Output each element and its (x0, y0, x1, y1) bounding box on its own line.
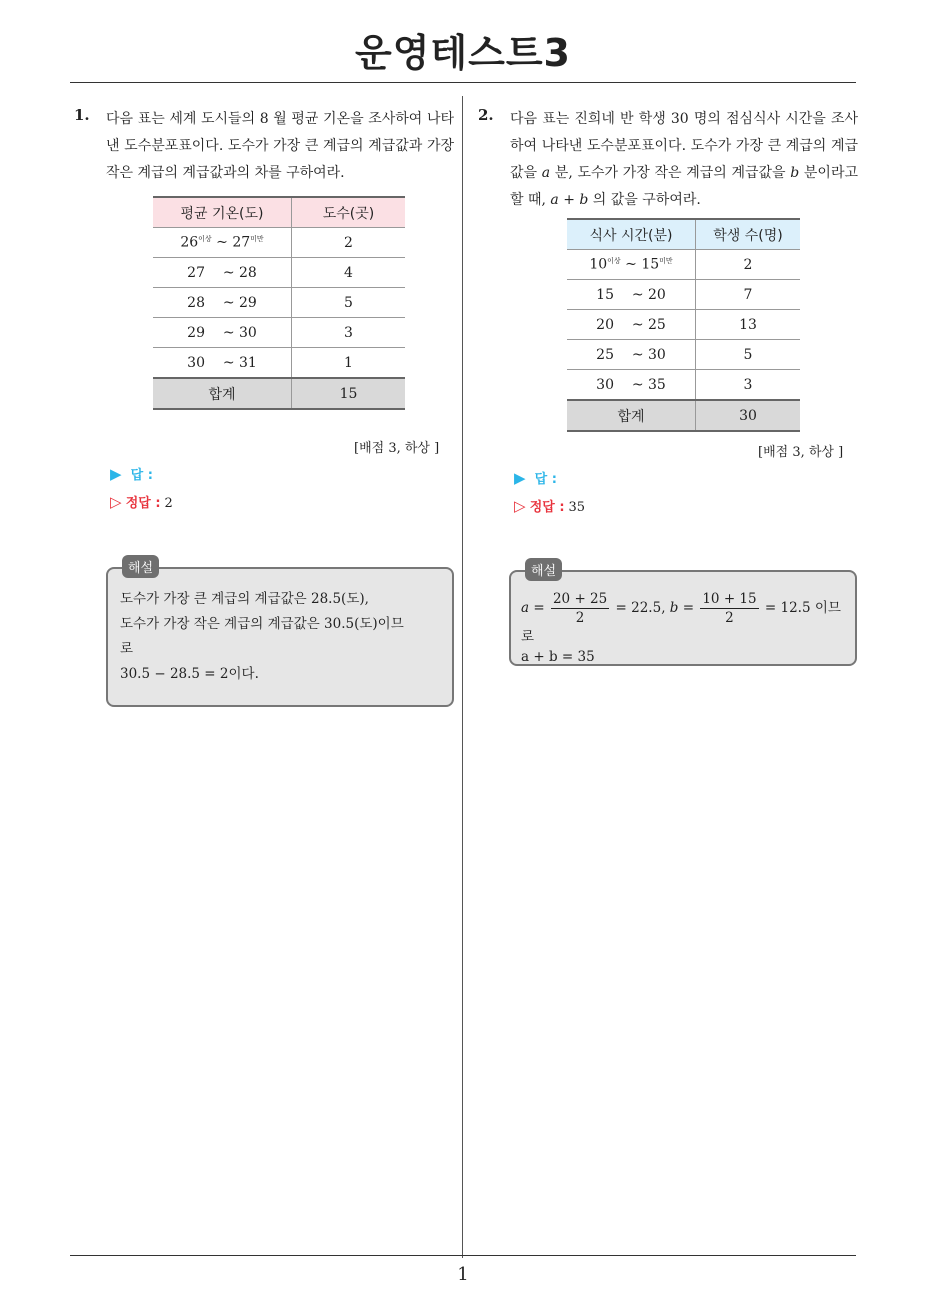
play-icon: ▶ (110, 465, 122, 483)
table-row: $26^{이상}$ ~ $27^{미만}$ 2 (153, 228, 405, 258)
triangle-outline-icon: ▷ (110, 493, 122, 511)
table-row: $10^{이상}$ ~ $15^{미만}$ 2 (567, 250, 800, 280)
explanation-equation: a = $\frac{20 + 25}{2}$ = 22.5, b = $\frac{10 + 15}{2}$ = 12.5 이므로 (521, 591, 841, 645)
page-number: 1 (457, 1264, 469, 1285)
frequency-table-2 (567, 218, 800, 432)
table-row: 29 ~ 30 3 (153, 318, 405, 348)
question-2 (478, 106, 858, 214)
play-icon: ▶ (514, 469, 526, 487)
table-header: 평균 기온(도) (153, 197, 292, 228)
explanation-line: 도수가 가장 작은 계급의 계급값은 30.5(도)이므 (120, 616, 404, 632)
explanation-line: 로 (120, 641, 134, 657)
correct-answer: ▷ 정답 : 35 (514, 497, 586, 515)
table-row: 28 ~ 29 5 (153, 288, 405, 318)
page-title: 운영테스트3 (355, 31, 571, 75)
bottom-divider (70, 1255, 856, 1256)
explanation-box (106, 561, 454, 707)
question-text: 다음 표는 세계 도시들의 8 월 평균 기온을 조사하여 나타낸 도수분포표이다. 도수가 가장 큰 계급의 계급값과 가장 작은 계급의 계급값과의 차를 구하여라. (106, 111, 454, 181)
table-sum-row: 합계 15 (153, 378, 405, 409)
table-header: 도수(곳) (292, 197, 406, 228)
question-number: 2. (478, 106, 494, 124)
table-row: 20 ~ 25 13 (567, 310, 800, 340)
explanation-tag: 해설 (525, 558, 562, 581)
answer-label: ▶ 답 : (110, 465, 153, 483)
answer-label: ▶ 답 : (514, 469, 557, 487)
correct-answer: ▷ 정답 : 2 (110, 493, 173, 511)
explanation-line: 도수가 가장 큰 계급의 계급값은 28.5(도), (120, 591, 369, 607)
explanation-line: a + b = 35 (521, 649, 595, 665)
score-label: [배점 3, 하상 ] (354, 441, 440, 456)
table-row: 30 ~ 35 3 (567, 370, 800, 401)
frequency-table-1 (153, 196, 405, 410)
explanation-box (509, 564, 857, 666)
table-header: 식사 시간(분) (567, 219, 696, 250)
table-row: 27 ~ 28 4 (153, 258, 405, 288)
top-divider (70, 82, 856, 83)
table-row: 15 ~ 20 7 (567, 280, 800, 310)
question-1 (74, 106, 454, 187)
explanation-line: 30.5 − 28.5 = 2이다. (120, 666, 259, 682)
explanation-tag: 해설 (122, 555, 159, 578)
column-divider (462, 96, 463, 1258)
score-label: [배점 3, 하상 ] (758, 445, 844, 460)
table-row: 30 ~ 31 1 (153, 348, 405, 379)
table-row: 25 ~ 30 5 (567, 340, 800, 370)
table-header: 학생 수(명) (696, 219, 801, 250)
question-text: 다음 표는 진희네 반 학생 30 명의 점심식사 시간을 조사하여 나타낸 도수분포표이다. 도수가 가장 큰 계급의 계급값을 a 분, 도수가 가장 작은 계급의 계급값을 b 분이라고 할 때, a + b 의 값을 구하여라. (510, 111, 859, 208)
table-sum-row: 합계 30 (567, 400, 800, 431)
triangle-outline-icon: ▷ (514, 497, 526, 515)
question-number: 1. (74, 106, 90, 124)
